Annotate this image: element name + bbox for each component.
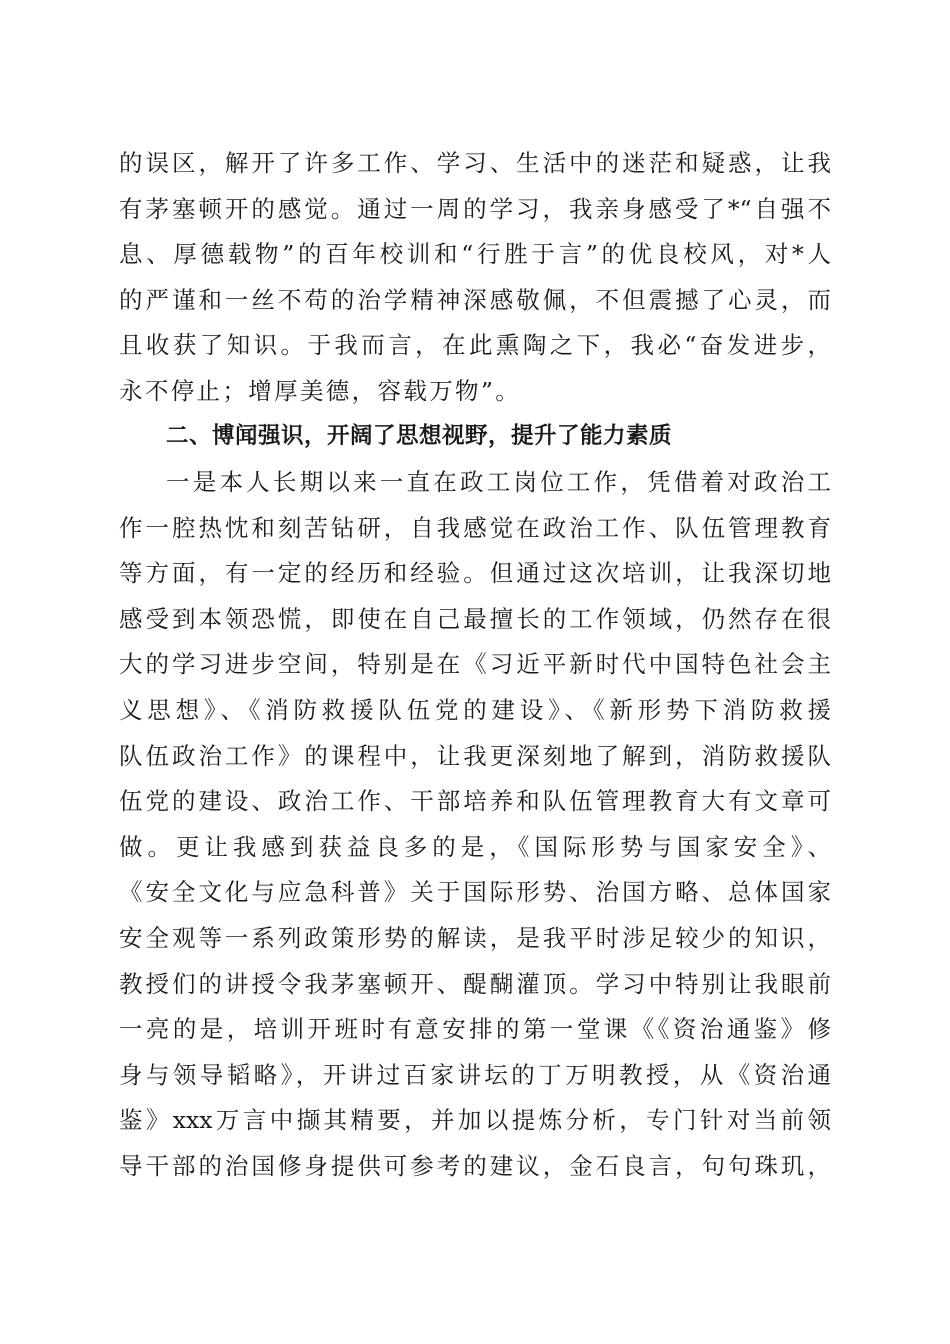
text-line: 的严谨和一丝不苟的治学精神深感敬佩，不但震撼了心灵，而 xyxy=(119,285,831,314)
text-line: 做。更让我感到获益良多的是，《国际形势与国家安全》、 xyxy=(119,832,831,861)
text-line: 且收获了知识。于我而言，在此熏陶之下，我必“奋发进步， xyxy=(119,331,831,360)
text-line: 《安全文化与应急科普》关于国际形势、治国方略、总体国家 xyxy=(119,878,831,907)
paragraph-1 xyxy=(119,141,831,415)
text-line: 作一腔热忱和刻苦钻研，自我感觉在政治工作、队伍管理教育 xyxy=(119,513,831,542)
text-line: 的误区，解开了许多工作、学习、生活中的迷茫和疑惑，让我 xyxy=(119,149,831,177)
text-line: 伍党的建设、政治工作、干部培养和队伍管理教育大有文章可 xyxy=(119,787,831,816)
paragraph-2 xyxy=(119,460,831,1190)
section-heading-2 xyxy=(119,414,831,460)
text-line: 身与领导韬略》，开讲过百家讲坛的丁万明教授，从《资治通 xyxy=(119,1060,831,1089)
text-line: 感受到本领恐慌，即使在自己最擅长的工作领域，仍然存在很 xyxy=(119,604,831,633)
text-line: 队伍政治工作》的课程中，让我更深刻地了解到，消防救援队 xyxy=(119,741,831,770)
text-line: 永不停止；增厚美德，容载万物”。 xyxy=(119,376,522,405)
text-line: 等方面，有一定的经历和经验。但通过这次培训，让我深切地 xyxy=(119,559,831,588)
section-heading-text: 二、博闻强识，开阔了思想视野，提升了能力素质 xyxy=(166,423,673,449)
text-line: 息、厚德载物”的百年校训和“行胜于言”的优良校风，对*人 xyxy=(119,240,831,269)
text-line: 大的学习进步空间，特别是在《习近平新时代中国特色社会主 xyxy=(119,650,831,679)
text-line: 一是本人长期以来一直在政工岗位工作，凭借着对政治工 xyxy=(166,468,831,496)
text-line: 安全观等一系列政策形势的解读，是我平时涉足较少的知识， xyxy=(119,923,831,952)
text-line: 导干部的治国修身提供可参考的建议，金石良言，句句珠玑， xyxy=(119,1151,831,1180)
text-line: 义思想》、《消防救援队伍党的建设》、《新形势下消防救援 xyxy=(119,695,831,724)
text-line: 鉴》xxx万言中撷其精要，并加以提炼分析，专门针对当前领 xyxy=(119,1106,831,1135)
text-line: 一亮的是，培训开班时有意安排的第一堂课《《资治通鉴》修 xyxy=(119,1015,831,1044)
text-line: 有茅塞顿开的感觉。通过一周的学习，我亲身感受了*“自强不 xyxy=(119,194,831,223)
text-line: 教授们的讲授令我茅塞顿开、醍醐灌顶。学习中特别让我眼前 xyxy=(119,969,831,998)
